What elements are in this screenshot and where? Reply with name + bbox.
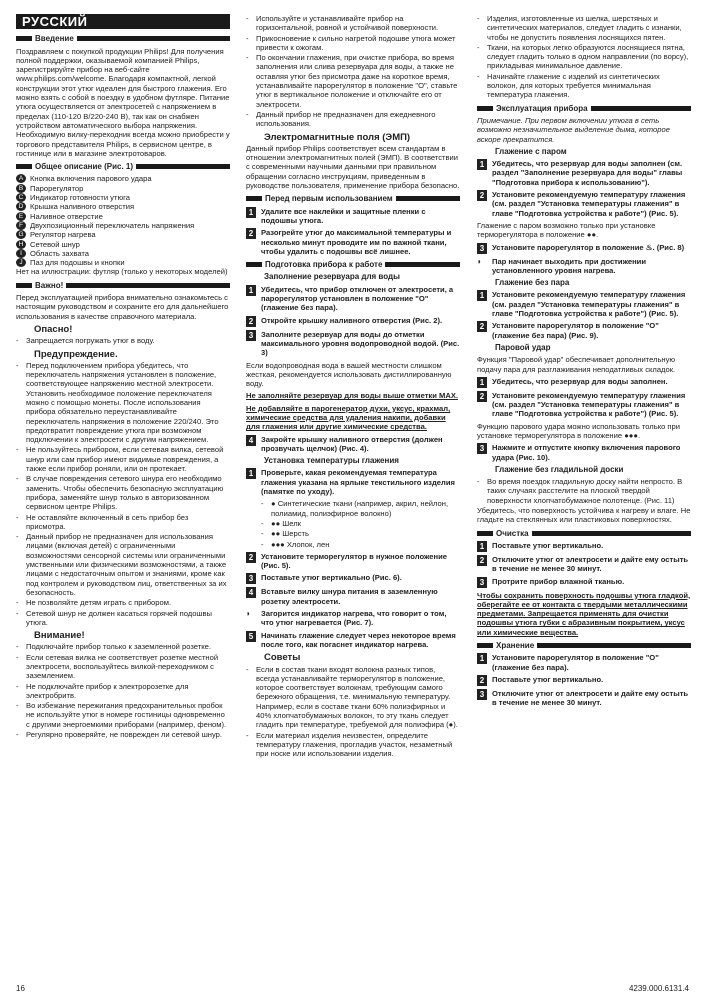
temp-list bbox=[261, 499, 460, 548]
step: 4 Закройте крышку наливного отверстия (должен прозвучать щелчок) (Рис. 4). bbox=[246, 435, 460, 454]
section-heading: Важно! bbox=[35, 280, 64, 290]
fill-note: Если водопроводная вода в вашей местности слишком жесткая, рекомендуется использовать дистиллированную воду. bbox=[246, 360, 452, 389]
manual-page bbox=[16, 14, 693, 974]
step: 2 Установите терморегулятор в нужное положение (Рис. 5). bbox=[246, 552, 460, 571]
section-heading: Подготовка прибора к работе bbox=[265, 260, 383, 270]
section-use bbox=[477, 104, 691, 113]
section-heading: Перед первым использованием bbox=[265, 194, 393, 204]
list-item: B Парорегулятор bbox=[16, 184, 230, 193]
step: 2 Разогрейте утюг до максимальной температуры и несколько минут проводите им по важной ткани, чтобы удалить с подошвы всё лишнее. bbox=[246, 228, 460, 256]
arrow-icon: ◗ bbox=[246, 609, 251, 619]
list-item: I Область захвата bbox=[16, 249, 230, 258]
step: 1 Убедитесь, что прибор отключен от электросети, а парорегулятор установлен в положение "O" (глажение без пара). bbox=[246, 285, 460, 313]
column-2 bbox=[246, 14, 460, 759]
result-note: ◗ Пар начинает выходить при достижении установленного уровня нагрева. bbox=[477, 256, 647, 275]
column-1 bbox=[16, 14, 230, 740]
board-text: Убедитесь, что поверхность устойчива к нагреву и влаге. Не гладьте на стеклянных или пластиковых поверхностях. bbox=[477, 506, 691, 525]
section-heading: Эксплуатация прибора bbox=[496, 103, 588, 113]
section-intro bbox=[16, 34, 230, 43]
important-text: Перед эксплуатацией прибора внимательно ознакомьтесь с настоящим руководством и сохраните его для дальнейшего использования в качестве справочного материала. bbox=[16, 293, 229, 321]
step: 3 Установите парорегулятор в положение ♨. (Рис. 8) bbox=[477, 243, 691, 254]
step: 1 Установите парорегулятор в положение "O" (глажение без пара). bbox=[477, 653, 691, 672]
list-item: - Ткани, на которых легко образуются лоснящиеся пятна, следует гладить только в одном направлении (по ворсу), прикладывая минимальное давление. bbox=[477, 43, 691, 71]
warning-heading: Предупреждение. bbox=[34, 348, 118, 360]
list-item: - Запрещается погружать утюг в воду. bbox=[16, 336, 230, 345]
list-item: - Во избежание пережигания предохранительных пробок не используйте утюг в номере гостиницы одновременно с другими энергоемкими приборами (например, феном). bbox=[16, 701, 230, 729]
step: 2 Установите рекомендуемую температуру глажения (см. раздел "Установка температуры глажения" в главе "Подготовка устройства к работе") (Рис. 5). bbox=[477, 391, 691, 419]
warning-text: Чтобы сохранить поверхность подошвы утюга гладкой, оберегайте ее от контакта с твердыми металлическими предметами. Запрещается применять для очистки подошвы утюга губки с абразивным покрытием, уксус или химические вещества. bbox=[477, 590, 691, 637]
step: 2 Поставьте утюг вертикально. bbox=[477, 675, 691, 686]
section-heading: Очистка bbox=[496, 528, 529, 538]
list-item: - ● Синтетические ткани (например, акрил, нейлон, полиамид, полиэфирное волокно) bbox=[261, 499, 460, 518]
caution-heading: Внимание! bbox=[34, 630, 85, 642]
step: 4 Вставьте вилку шнура питания в заземленную розетку электросети. bbox=[246, 587, 460, 606]
shot-heading: Паровой удар bbox=[495, 342, 551, 352]
list-item: - ●●● Хлопок, лен bbox=[261, 540, 460, 549]
step: 2 Установите рекомендуемую температуру глажения (см. раздел "Установка температуры глажения" в главе "Подготовка устройства к работе") (Рис. 5). bbox=[477, 190, 691, 218]
document-code: 4239.000.6131.4 bbox=[628, 984, 689, 993]
board-heading: Глажение без гладильной доски bbox=[495, 464, 624, 474]
page-number: 16 bbox=[16, 984, 25, 993]
section-important bbox=[16, 281, 230, 290]
list-item: A Кнопка включения парового удара bbox=[16, 174, 230, 183]
step: 1 Поставьте утюг вертикально. bbox=[477, 541, 691, 552]
list-item: - Изделия, изготовленные из шелка, шерстяных и синтетических материалов, следует гладить с изнанки, чтобы не допустить появления лоснящихся пятен. bbox=[477, 14, 691, 42]
use-note: Примечание. При первом включении утюга в сеть возможно незначительное выделение дыма, которое вскоре прекратится. bbox=[477, 115, 670, 144]
step: 3 Нажмите и отпустите кнопку включения парового удара (Рис. 10). bbox=[477, 443, 691, 462]
list-item: - Если в состав ткани входят волокна разных типов, всегда устанавливайте терморегулятор в положение, которое соответствует волокнам, требующим самого бережного обращения, т.е. минимальную температуру. Например, если в составе ткани 60% полиэфирных и 40% хлопчатобумажных волокон, то эту ткань следует гладить при температуре, требуемой для полиэфира (●). bbox=[246, 665, 460, 730]
parts-list bbox=[16, 174, 230, 267]
list-item: - Если сетевая вилка не соответствует розетке местной электросети, воспользуйтесь вилкой-переходником с заземлением. bbox=[16, 653, 230, 681]
tips-heading: Советы bbox=[264, 652, 301, 664]
steam-note: Глажение с паром возможно только при установке терморегулятора в положение ●●. bbox=[477, 220, 656, 240]
list-item: - Перед подключением прибора убедитесь, что переключатель напряжения установлен в положение, соответствующее напряжению местной электросети. Установить необходимое положение переключателя можно с помощью монеты. После использования прибора обязательно переустанавливайте переключатель напряжения в положение 220/240. Это предотвратит повреждение утюга при возможном подключении к электросети с другим напряжением. bbox=[16, 361, 230, 445]
section-heading: Общее описание (Рис. 1) bbox=[35, 162, 134, 172]
steam-heading: Глажение с паром bbox=[495, 146, 567, 156]
intro-text: Поздравляем с покупкой продукции Philips! Для получения полной поддержки, оказываемой компанией Philips, зарегистрируйте прибор на веб-сайте www.philips.com/welcome. Благодаря компактной, легкой конструкции этот утюг идеален для быстрого глажения. Его можно взять с собой в поездку в удобном футляре. Питание утюга осуществляется от электросетей с напряжением в пределах (110-120 В/220-240 В), так как он снабжен устройством автоматического выбора напряжения. Необходимую вилку-переходник всегда можно приобрести у торгового представителя Philips, в сервисном центре, в гостинице или в магазине электротоваров. bbox=[16, 46, 230, 158]
step: 1 Убедитесь, что резервуар для воды заполнен (см. раздел "Заполнение резервуара для воды" главы "Подготовка прибора к использованию"). bbox=[477, 159, 691, 187]
dry-heading: Глажение без пара bbox=[495, 278, 570, 288]
list-item: - Данный прибор не предназначен для использования лицами (включая детей) с ограниченными возможностями сенсорной системы или ограниченными умственными или физическими возможностями, а также лицами с недостаточным опытом и знаниями, кроме как под контролем и руководством лиц, ответственных за их безопасность. bbox=[16, 532, 230, 597]
step: 3 Протрите прибор влажной тканью. bbox=[477, 577, 691, 588]
result-note: ◗ Загорится индикатор нагрева, что говорит о том, что утюг нагревается (Рис. 7). bbox=[246, 609, 447, 628]
list-item: F Двухпозиционный переключатель напряжения bbox=[16, 221, 230, 230]
list-item: - Не пользуйтесь прибором, если сетевая вилка, сетевой шнур или сам прибор имеют видимые повреждения, а также если прибор роняли, или он протекает. bbox=[16, 445, 230, 473]
list-item: - Если материал изделия неизвестен, определите температуру глажения, прогладив участок, незаметный при носке или использовании изделия. bbox=[246, 731, 460, 759]
fill-heading: Заполнение резервуара для воды bbox=[264, 272, 400, 282]
step: 1 Удалите все наклейки и защитные пленки с подошвы утюга. bbox=[246, 207, 460, 226]
step: 1 Проверьте, какая рекомендуемая температура глажения указана на ярлыке текстильного изделия (памятке по уходу). bbox=[246, 468, 460, 496]
section-storage bbox=[477, 641, 691, 650]
list-item: - Используйте и устанавливайте прибор на горизонтальной, ровной и устойчивой поверхности. bbox=[246, 14, 460, 33]
step: 1 Установите рекомендуемую температуру глажения (см. раздел "Установка температуры глажения" в главе "Подготовка устройства к работе") (Рис. 5). bbox=[477, 290, 691, 318]
step: 5 Начинать глажение следует через некоторое время после того, как погаснет индикатор нагрева. bbox=[246, 631, 460, 650]
step: 2 Отключите утюг от электросети и дайте ему остыть в течение не менее 30 минут. bbox=[477, 555, 691, 574]
list-item: E Наливное отверстие bbox=[16, 212, 230, 221]
list-item: - Подключайте прибор только к заземленной розетке. bbox=[16, 642, 230, 651]
list-item: - Регулярно проверяйте, не поврежден ли сетевой шнур. bbox=[16, 730, 230, 739]
section-cleaning bbox=[477, 529, 691, 538]
list-item: H Сетевой шнур bbox=[16, 240, 230, 249]
section-prep bbox=[246, 260, 460, 269]
shot-text: Функция "Паровой удар" обеспечивает дополнительную подачу пара для разглаживания неподатливых складок. bbox=[477, 355, 676, 374]
list-item: - В случае повреждения сетевого шнура его необходимо заменить. Чтобы обеспечить безопасную эксплуатацию прибора, заменяйте шнур только в авторизованном сервисном центре Philips. bbox=[16, 474, 230, 511]
step: 3 Поставьте утюг вертикально (Рис. 6). bbox=[246, 573, 460, 584]
list-item: - Не подключайте прибор к электророзетке для электробритв. bbox=[16, 682, 230, 701]
step: 2 Установите парорегулятор в положение "O" (глажение без пара) (Рис. 9). bbox=[477, 321, 691, 340]
list-item: D Крышка наливного отверстия bbox=[16, 202, 230, 211]
list-item: - Сетевой шнур не должен касаться горячей подошвы утюга. bbox=[16, 609, 230, 628]
list-item: - Не позволяйте детям играть с прибором. bbox=[16, 598, 230, 607]
arrow-icon: ◗ bbox=[477, 256, 482, 266]
danger-heading: Опасно! bbox=[34, 323, 73, 335]
parts-note: Нет на иллюстрации: футляр (только у некоторых моделей) bbox=[16, 267, 228, 277]
section-general bbox=[16, 162, 230, 171]
emf-heading: Электромагнитные поля (ЭМП) bbox=[264, 131, 411, 143]
list-item: - Данный прибор не предназначен для ежедневного использования. bbox=[246, 110, 460, 129]
emf-text: Данный прибор Philips соответствует всем стандартам в отношении электромагнитных полей (ЭМП). В соответствии с современными научными данными при правильном обращении согласно инструкциям, приведенным в руководстве пользователя, применение прибора безопасно. bbox=[246, 143, 460, 191]
list-item: - Во время поездок гладильную доску найти непросто. В таких случаях расстелите на плоской твердой поверхности хлопчатобумажное полотенце. (Рис. 11) bbox=[477, 477, 691, 505]
list-item: C Индикатор готовности утюга bbox=[16, 193, 230, 202]
shot-note: Функцию парового удара можно использовать только при установке терморегулятора в положение ●●●. bbox=[477, 421, 681, 440]
step: 3 Отключите утюг от электросети и дайте ему остыть в течение не менее 30 минут. bbox=[477, 689, 691, 708]
list-item: - Не оставляйте включенный в сеть прибор без присмотра. bbox=[16, 513, 230, 532]
step: 3 Заполните резервуар для воды до отметки максимального уровня водопроводной водой. (Рис. 3) bbox=[246, 330, 460, 358]
temp-heading: Установка температуры глажения bbox=[264, 456, 399, 466]
list-item: G Регулятор нагрева bbox=[16, 230, 230, 239]
warning-text: Не заполняйте резервуар для воды выше отметки MAX. bbox=[246, 391, 458, 401]
list-item: - Прикосновение к сильно нагретой подошве утюга может привести к ожогам. bbox=[246, 34, 460, 53]
warning-text: Не добавляйте в парогенератор духи, уксус, крахмал, химические средства для удаления накипи, добавки для глажения или другие химические средства. bbox=[246, 403, 451, 432]
list-item: - ●● Шерсть bbox=[261, 529, 460, 538]
column-3 bbox=[477, 14, 691, 711]
list-item: - Начинайте глажение с изделий из синтетических волокон, для которых требуется минимальная температура глажения. bbox=[477, 72, 691, 100]
step: 2 Откройте крышку наливного отверстия (Рис. 2). bbox=[246, 316, 460, 327]
list-item: - По окончании глажения, при очистке прибора, во время заполнения или слива резервуара для воды, а также не оставляя утюг без присмотра даже на короткое время, устанавливайте парорегулятор в положение "O", ставьте утюг в вертикальное положение и отключайте его от электросети. bbox=[246, 53, 460, 109]
list-item: - ●● Шелк bbox=[261, 519, 460, 528]
section-before-use bbox=[246, 194, 460, 203]
list-item: J Паз для подошвы и кнопки bbox=[16, 258, 230, 267]
section-heading: Введение bbox=[35, 34, 74, 44]
section-heading: Хранение bbox=[496, 641, 535, 651]
language-header: РУССКИЙ bbox=[16, 14, 230, 29]
step: 1 Убедитесь, что резервуар для воды заполнен. bbox=[477, 377, 691, 388]
